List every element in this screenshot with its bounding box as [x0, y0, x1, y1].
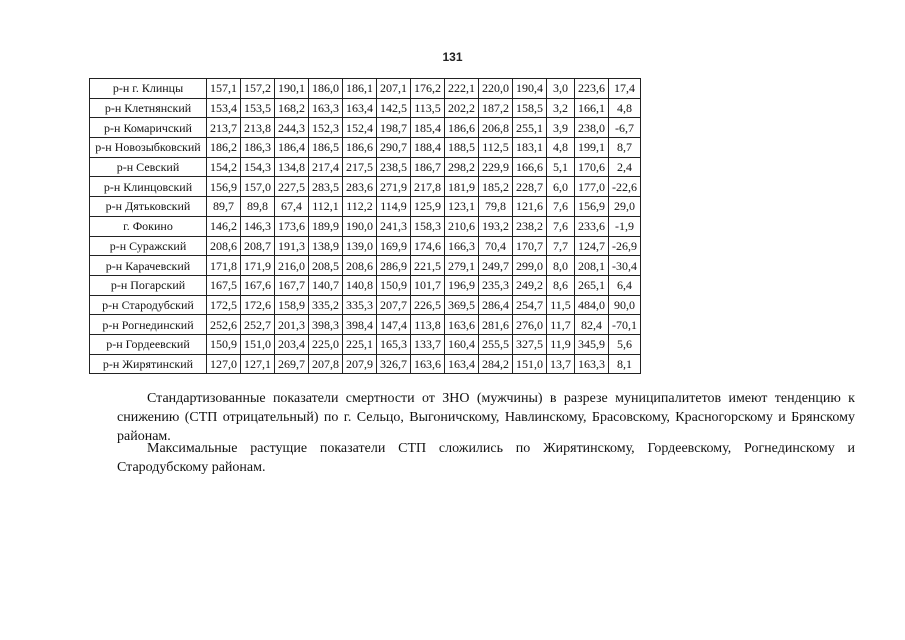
table-cell-value: 166,3: [445, 236, 479, 256]
table-cell-value: 241,3: [377, 216, 411, 236]
table-cell-value: 222,1: [445, 79, 479, 99]
table-cell-value: 170,7: [513, 236, 547, 256]
table-cell-value: 176,2: [411, 79, 445, 99]
table-cell-value: -22,6: [609, 177, 641, 197]
table-cell-value: 283,5: [309, 177, 343, 197]
table-cell-value: 226,5: [411, 295, 445, 315]
table-cell-value: 158,3: [411, 216, 445, 236]
table-cell-value: 123,1: [445, 197, 479, 217]
table-cell-value: 157,2: [241, 79, 275, 99]
table-cell-value: 369,5: [445, 295, 479, 315]
table-cell-value: 163,6: [445, 315, 479, 335]
table-cell-value: 217,4: [309, 157, 343, 177]
table-cell-value: 113,8: [411, 315, 445, 335]
table-cell-value: 127,0: [207, 354, 241, 374]
table-cell-value: 112,1: [309, 197, 343, 217]
table-cell-value: 208,7: [241, 236, 275, 256]
table-cell-value: 139,0: [343, 236, 377, 256]
table-cell-value: 171,8: [207, 256, 241, 276]
table-cell-value: 156,9: [207, 177, 241, 197]
table-cell-value: 133,7: [411, 334, 445, 354]
table-cell-value: 134,8: [275, 157, 309, 177]
table-cell-value: 114,9: [377, 197, 411, 217]
table-cell-value: 298,2: [445, 157, 479, 177]
table-cell-value: 181,9: [445, 177, 479, 197]
table-cell-value: 265,1: [575, 275, 609, 295]
table-cell-value: 326,7: [377, 354, 411, 374]
table-cell-value: 89,8: [241, 197, 275, 217]
table-row: [90, 157, 641, 177]
table-cell-value: 186,6: [445, 118, 479, 138]
table-cell-value: 188,4: [411, 138, 445, 158]
page-number: 131: [442, 50, 463, 64]
table-cell-value: 217,8: [411, 177, 445, 197]
table-cell-value: 3,0: [547, 79, 575, 99]
table-cell-value: 189,9: [309, 216, 343, 236]
table-cell-value: 165,3: [377, 334, 411, 354]
table-cell-value: 284,2: [479, 354, 513, 374]
table-cell-value: 4,8: [547, 138, 575, 158]
table-cell-value: 163,4: [445, 354, 479, 374]
table-cell-value: 208,1: [575, 256, 609, 276]
table-cell-value: 186,0: [309, 79, 343, 99]
table-cell-value: 5,1: [547, 157, 575, 177]
table-cell-value: 254,7: [513, 295, 547, 315]
table-row: [90, 275, 641, 295]
table-cell-value: 163,3: [575, 354, 609, 374]
table-cell-value: 67,4: [275, 197, 309, 217]
table-cell-district: р-н Рогнединский: [90, 315, 207, 335]
table-cell-value: 146,2: [207, 216, 241, 236]
table-row: [90, 354, 641, 374]
paragraph-1-text: Стандартизованные показатели смертности от ЗНО (мужчины) в разрезе муниципалитетов имеют тенденцию к снижению (СТП отрицательный) по г. Сельцо, Выгоничскому, Навлинскому, Брасовскому, Красногорскому и Брянскому районам.: [117, 391, 855, 444]
table-cell-district: р-н Жирятинский: [90, 354, 207, 374]
table-cell-value: 188,5: [445, 138, 479, 158]
table-cell-value: 233,6: [575, 216, 609, 236]
table-cell-district: р-н Стародубский: [90, 295, 207, 315]
table-cell-value: 172,6: [241, 295, 275, 315]
table-cell-value: 255,1: [513, 118, 547, 138]
table-cell-value: 199,1: [575, 138, 609, 158]
table-cell-value: 327,5: [513, 334, 547, 354]
table-cell-value: 398,4: [343, 315, 377, 335]
table-cell-value: 167,5: [207, 275, 241, 295]
table-cell-value: 89,7: [207, 197, 241, 217]
table-cell-value: 6,4: [609, 275, 641, 295]
table-cell-value: 228,7: [513, 177, 547, 197]
table-cell-value: 160,4: [445, 334, 479, 354]
table-cell-value: 8,6: [547, 275, 575, 295]
table-cell-value: 186,5: [309, 138, 343, 158]
table-cell-value: 140,8: [343, 275, 377, 295]
table-cell-value: 207,1: [377, 79, 411, 99]
table-cell-value: -6,7: [609, 118, 641, 138]
table-cell-value: 169,9: [377, 236, 411, 256]
table-cell-value: 157,1: [207, 79, 241, 99]
table-cell-value: 6,0: [547, 177, 575, 197]
table-cell-value: 153,4: [207, 98, 241, 118]
table-cell-value: 345,9: [575, 334, 609, 354]
table-cell-value: 112,2: [343, 197, 377, 217]
table-cell-value: -1,9: [609, 216, 641, 236]
table-cell-value: 191,3: [275, 236, 309, 256]
table-body: [90, 79, 641, 374]
table-cell-district: г. Фокино: [90, 216, 207, 236]
table-cell-value: 190,4: [513, 79, 547, 99]
table-cell-district: р-н Погарский: [90, 275, 207, 295]
table-cell-value: 140,7: [309, 275, 343, 295]
table-cell-value: 172,5: [207, 295, 241, 315]
table-cell-value: 207,7: [377, 295, 411, 315]
table-cell-district: р-н Карачевский: [90, 256, 207, 276]
table-cell-value: 208,6: [207, 236, 241, 256]
table-cell-value: 225,0: [309, 334, 343, 354]
mortality-table: [89, 78, 641, 374]
table-cell-value: 225,1: [343, 334, 377, 354]
table-cell-value: -30,4: [609, 256, 641, 276]
table-cell-value: 283,6: [343, 177, 377, 197]
table-cell-value: 82,4: [575, 315, 609, 335]
table-cell-value: 208,5: [309, 256, 343, 276]
table-cell-value: 11,5: [547, 295, 575, 315]
table-cell-value: 217,5: [343, 157, 377, 177]
table-cell-value: 286,4: [479, 295, 513, 315]
table-cell-value: 198,7: [377, 118, 411, 138]
table-cell-value: 190,0: [343, 216, 377, 236]
table-cell-value: 101,7: [411, 275, 445, 295]
table-cell-value: 279,1: [445, 256, 479, 276]
table-cell-value: 398,3: [309, 315, 343, 335]
table-cell-value: 227,5: [275, 177, 309, 197]
table-cell-value: 163,4: [343, 98, 377, 118]
table-row: [90, 295, 641, 315]
table-cell-value: 186,1: [343, 79, 377, 99]
table-cell-value: 79,8: [479, 197, 513, 217]
table-cell-value: 187,2: [479, 98, 513, 118]
table-cell-value: 171,9: [241, 256, 275, 276]
table-cell-value: 125,9: [411, 197, 445, 217]
table-cell-value: 147,4: [377, 315, 411, 335]
table-cell-value: 185,2: [479, 177, 513, 197]
table-row: [90, 118, 641, 138]
paragraph-trend-decrease: [117, 389, 855, 446]
table-cell-value: 8,7: [609, 138, 641, 158]
table-row: [90, 256, 641, 276]
table-cell-value: 252,7: [241, 315, 275, 335]
table-cell-district: р-н Гордеевский: [90, 334, 207, 354]
table-cell-district: р-н г. Клинцы: [90, 79, 207, 99]
table-cell-value: 220,0: [479, 79, 513, 99]
table-cell-value: 3,2: [547, 98, 575, 118]
table-cell-value: -26,9: [609, 236, 641, 256]
table-cell-value: 163,3: [309, 98, 343, 118]
table-cell-value: 186,6: [343, 138, 377, 158]
table-cell-value: 255,5: [479, 334, 513, 354]
table-cell-value: 252,6: [207, 315, 241, 335]
table-cell-value: 124,7: [575, 236, 609, 256]
table-cell-value: 167,6: [241, 275, 275, 295]
table-cell-value: 216,0: [275, 256, 309, 276]
table-cell-value: 152,4: [343, 118, 377, 138]
table-cell-value: 186,7: [411, 157, 445, 177]
table-cell-value: 484,0: [575, 295, 609, 315]
table-cell-value: 208,6: [343, 256, 377, 276]
table-cell-value: 166,1: [575, 98, 609, 118]
table-cell-value: 11,9: [547, 334, 575, 354]
table-cell-value: 213,7: [207, 118, 241, 138]
table-cell-value: 8,1: [609, 354, 641, 374]
table-cell-value: 286,9: [377, 256, 411, 276]
table-cell-value: 3,9: [547, 118, 575, 138]
table-cell-value: 269,7: [275, 354, 309, 374]
table-cell-value: 151,0: [513, 354, 547, 374]
table-row: [90, 197, 641, 217]
table-cell-value: 150,9: [207, 334, 241, 354]
table-cell-value: 244,3: [275, 118, 309, 138]
table-cell-value: 150,9: [377, 275, 411, 295]
table-row: [90, 177, 641, 197]
paragraph-max-growth: [117, 439, 855, 477]
table-cell-value: 167,7: [275, 275, 309, 295]
table-cell-value: -70,1: [609, 315, 641, 335]
table-cell-value: 158,5: [513, 98, 547, 118]
table-cell-value: 17,4: [609, 79, 641, 99]
table-cell-value: 186,2: [207, 138, 241, 158]
table-cell-value: 290,7: [377, 138, 411, 158]
paragraph-2-text: Максимальные растущие показатели СТП сложились по Жирятинскому, Гордеевскому, Рогнединскому и Стародубскому районам.: [117, 441, 855, 475]
table-cell-value: 238,0: [575, 118, 609, 138]
table-cell-value: 151,0: [241, 334, 275, 354]
table-cell-value: 156,9: [575, 197, 609, 217]
table-cell-value: 8,0: [547, 256, 575, 276]
table-cell-value: 5,6: [609, 334, 641, 354]
table-cell-district: р-н Комаричский: [90, 118, 207, 138]
table-cell-value: 127,1: [241, 354, 275, 374]
table-cell-value: 223,6: [575, 79, 609, 99]
table-cell-value: 196,9: [445, 275, 479, 295]
table-cell-value: 29,0: [609, 197, 641, 217]
table-cell-value: 335,2: [309, 295, 343, 315]
table-cell-value: 170,6: [575, 157, 609, 177]
table-cell-value: 210,6: [445, 216, 479, 236]
table-cell-value: 238,5: [377, 157, 411, 177]
table-cell-value: 221,5: [411, 256, 445, 276]
table-cell-value: 174,6: [411, 236, 445, 256]
table-cell-value: 186,4: [275, 138, 309, 158]
table-cell-value: 206,8: [479, 118, 513, 138]
table-cell-value: 11,7: [547, 315, 575, 335]
table-cell-value: 183,1: [513, 138, 547, 158]
table-cell-value: 13,7: [547, 354, 575, 374]
table-cell-value: 213,8: [241, 118, 275, 138]
table-cell-value: 201,3: [275, 315, 309, 335]
table-row: [90, 216, 641, 236]
table-cell-value: 70,4: [479, 236, 513, 256]
table-cell-value: 202,2: [445, 98, 479, 118]
table-cell-district: р-н Клинцовский: [90, 177, 207, 197]
table-cell-value: 235,3: [479, 275, 513, 295]
table-cell-value: 173,6: [275, 216, 309, 236]
table-cell-value: 152,3: [309, 118, 343, 138]
table-cell-district: р-н Клетнянский: [90, 98, 207, 118]
table-cell-value: 163,6: [411, 354, 445, 374]
table-cell-value: 7,7: [547, 236, 575, 256]
table-cell-value: 112,5: [479, 138, 513, 158]
table-cell-value: 186,3: [241, 138, 275, 158]
table-cell-value: 276,0: [513, 315, 547, 335]
table-cell-value: 207,9: [343, 354, 377, 374]
table-cell-value: 154,3: [241, 157, 275, 177]
table-cell-value: 138,9: [309, 236, 343, 256]
table-cell-value: 203,4: [275, 334, 309, 354]
table-cell-value: 249,2: [513, 275, 547, 295]
table-row: [90, 138, 641, 158]
table-cell-value: 113,5: [411, 98, 445, 118]
table-cell-district: р-н Новозыбковский: [90, 138, 207, 158]
table-row: [90, 79, 641, 99]
table-cell-value: 168,2: [275, 98, 309, 118]
table-cell-value: 229,9: [479, 157, 513, 177]
table-row: [90, 315, 641, 335]
table-cell-value: 154,2: [207, 157, 241, 177]
table-cell-value: 90,0: [609, 295, 641, 315]
table-cell-value: 4,8: [609, 98, 641, 118]
table-cell-value: 281,6: [479, 315, 513, 335]
table-cell-value: 207,8: [309, 354, 343, 374]
table-cell-value: 142,5: [377, 98, 411, 118]
table-cell-value: 249,7: [479, 256, 513, 276]
table-cell-value: 299,0: [513, 256, 547, 276]
table-cell-value: 157,0: [241, 177, 275, 197]
table-cell-value: 271,9: [377, 177, 411, 197]
table-cell-value: 185,4: [411, 118, 445, 138]
table-cell-value: 121,6: [513, 197, 547, 217]
table-cell-district: р-н Дятьковский: [90, 197, 207, 217]
table-cell-value: 190,1: [275, 79, 309, 99]
table-cell-value: 166,6: [513, 157, 547, 177]
table-cell-value: 158,9: [275, 295, 309, 315]
table-cell-value: 177,0: [575, 177, 609, 197]
table-row: [90, 236, 641, 256]
table-cell-value: 335,3: [343, 295, 377, 315]
table-cell-value: 2,4: [609, 157, 641, 177]
table-row: [90, 334, 641, 354]
table-cell-value: 153,5: [241, 98, 275, 118]
table-cell-district: р-н Суражский: [90, 236, 207, 256]
table-row: [90, 98, 641, 118]
table-cell-value: 7,6: [547, 197, 575, 217]
table-cell-value: 193,2: [479, 216, 513, 236]
table-cell-value: 7,6: [547, 216, 575, 236]
table-cell-value: 238,2: [513, 216, 547, 236]
table-cell-district: р-н Севский: [90, 157, 207, 177]
table-cell-value: 146,3: [241, 216, 275, 236]
